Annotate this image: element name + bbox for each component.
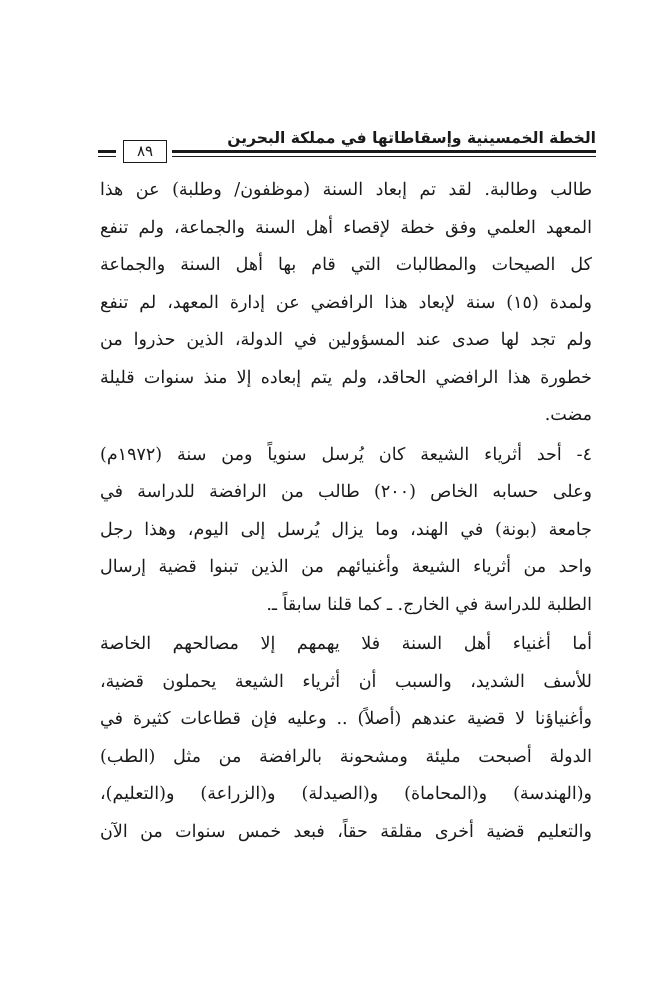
text-line: خطورة هذا الرافضي الحاقد، ولم يتم إبعاده إلا منذ سنوات قليلة <box>100 367 592 388</box>
text-line: الدولة أصبحت مليئة ومشحونة بالرافضة من مثل (الطب) <box>100 746 592 767</box>
text-line: للأسف الشديد، والسبب أن أثرياء الشيعة يحملون قضية، <box>100 671 592 692</box>
text-line: طالب وطالبة. لقد تم إبعاد السنة (موظفون/ وطلبة) عن هذا <box>100 180 592 200</box>
page-number: ٨٩ <box>123 140 167 163</box>
text-line: المعهد العلمي وفق خطة لإقصاء أهل السنة والجماعة، ولم تنفع <box>100 217 592 238</box>
running-header <box>98 128 596 164</box>
text-line: ولم تجد لها صدى عند المسؤولين في الدولة، الذين حذروا من <box>100 330 592 350</box>
text-line: و(الهندسة) و(المحاماة) و(الصيدلة) و(الزراعة) و(التعليم)، <box>100 784 592 804</box>
text-line: وعلى حسابه الخاص (٢٠٠) طالب من الرافضة للدراسة في <box>100 482 592 502</box>
body-text <box>100 172 592 851</box>
header-rule-short <box>98 150 116 157</box>
text-line: كل الصيحات والمطالبات التي قام بها أهل السنة والجماعة <box>100 255 592 275</box>
text-line: ٤- أحد أثرياء الشيعة كان يُرسل سنوياً ومن سنة (١٩٧٢م) <box>100 444 592 465</box>
text-line: الطلبة للدراسة في الخارج. ـ كما قلنا سابقاً ـ. <box>266 594 592 615</box>
header-rule <box>172 150 596 157</box>
text-line: واحد من أثرياء الشيعة وأغنيائهم من الذين تبنوا قضية إرسال <box>100 557 592 577</box>
text-line: أما أغنياء أهل السنة فلا يهمهم إلا مصالحهم الخاصة <box>100 634 592 654</box>
text-line: مضت. <box>544 405 592 425</box>
text-line: وأغنياؤنا لا قضية عندهم (أصلاً) .. وعليه فإن قطاعات كثيرة في <box>100 709 592 729</box>
paragraph <box>100 626 592 851</box>
paragraph <box>100 172 592 435</box>
paragraph <box>100 437 592 625</box>
text-line: جامعة (بونة) في الهند، وما يزال يُرسل إلى اليوم، وهذا رجل <box>100 519 592 540</box>
text-line: ولمدة (١٥) سنة لإبعاد هذا الرافضي عن إدارة المعهد، لم تنفع <box>100 292 592 313</box>
book-title: الخطة الخمسينية وإسقاطاتها في مملكة البحرين <box>227 129 596 147</box>
text-line: والتعليم قضية أخرى مقلقة حقاً، فبعد خمس سنوات من الآن <box>100 821 592 842</box>
